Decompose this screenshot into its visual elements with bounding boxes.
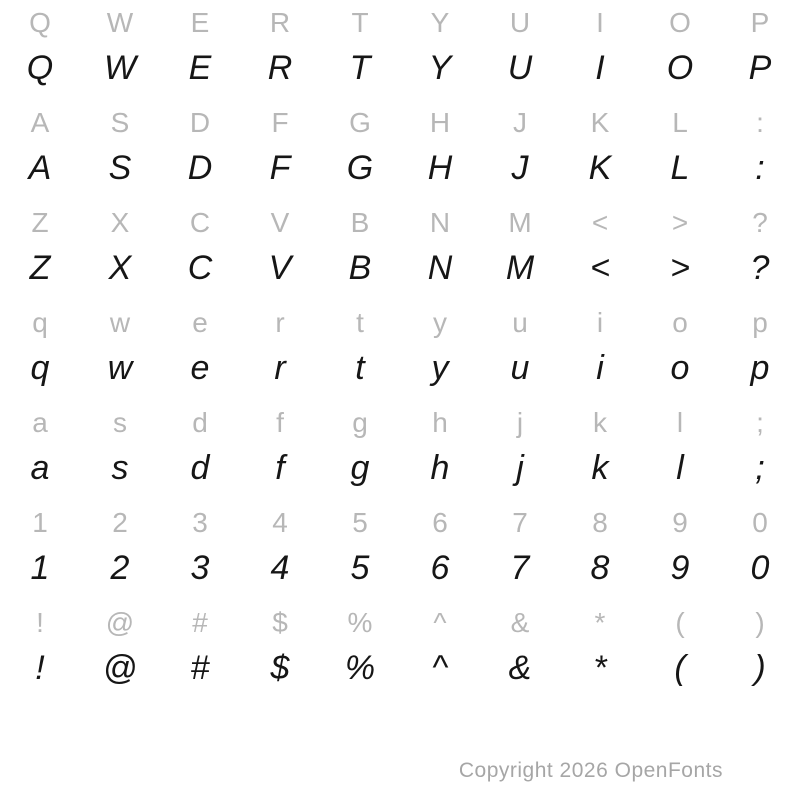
glyph-row-regular <box>0 400 800 445</box>
glyph-row-italic <box>0 341 800 396</box>
glyph-cell: i <box>596 349 604 387</box>
glyph-cell: k <box>593 406 607 438</box>
glyph-cell: < <box>591 206 609 238</box>
glyph-cell: Q <box>26 49 54 87</box>
copyright-notice: Copyright 2026 OpenFonts <box>458 759 723 782</box>
glyph-cell: D <box>187 149 213 187</box>
glyph-cell: u <box>512 306 528 338</box>
glyph-cell: s <box>113 406 127 438</box>
glyph-cell: N <box>429 206 451 238</box>
glyph-cell: W <box>103 49 137 87</box>
glyph-cell: e <box>190 349 210 387</box>
glyph-row-italic <box>0 141 800 196</box>
glyph-cell: p <box>750 349 770 387</box>
glyph-cell: A <box>28 149 52 187</box>
glyph-cell: Y <box>430 6 450 38</box>
glyph-cell: o <box>670 349 690 387</box>
glyph-row-italic <box>0 641 800 696</box>
glyph-cell: N <box>427 249 453 287</box>
glyph-cell: R <box>269 6 291 38</box>
glyph-row-italic <box>0 441 800 496</box>
glyph-cell: k <box>591 449 609 487</box>
glyph-cell: Q <box>29 6 51 38</box>
glyph-cell: 9 <box>670 549 690 587</box>
glyph-cell: U <box>507 49 533 87</box>
glyph-row-italic <box>0 541 800 596</box>
glyph-cell: r <box>275 306 285 338</box>
glyph-row-regular <box>0 200 800 245</box>
glyph-cell: 4 <box>270 549 290 587</box>
glyph-cell: L <box>670 149 690 187</box>
glyph-cell: C <box>189 206 211 238</box>
glyph-cell: X <box>108 249 132 287</box>
glyph-cell: ( <box>675 606 685 638</box>
glyph-cell: % <box>344 649 376 687</box>
glyph-cell: ) <box>754 649 766 687</box>
glyph-cell: B <box>350 206 370 238</box>
glyph-cell: K <box>588 149 612 187</box>
glyph-row-italic <box>0 241 800 296</box>
glyph-cell: t <box>355 349 365 387</box>
glyph-cell: j <box>516 449 524 487</box>
glyph-cell: a <box>30 449 50 487</box>
glyph-cell: 0 <box>750 549 770 587</box>
glyph-cell: 8 <box>592 506 608 538</box>
glyph-cell: I <box>595 49 605 87</box>
glyph-cell: f <box>276 406 284 438</box>
glyph-cell: # <box>192 606 208 638</box>
glyph-row-regular <box>0 100 800 145</box>
glyph-cell: ! <box>35 649 45 687</box>
glyph-cell: C <box>187 249 213 287</box>
glyph-row-italic <box>0 41 800 96</box>
glyph-cell: : <box>756 106 764 138</box>
glyph-cell: B <box>348 249 372 287</box>
glyph-cell: P <box>748 49 772 87</box>
glyph-cell: H <box>429 106 451 138</box>
glyph-cell: 5 <box>350 549 370 587</box>
glyph-cell: J <box>511 149 529 187</box>
glyph-cell: & <box>508 649 532 687</box>
glyph-cell: l <box>676 406 684 438</box>
glyph-cell: V <box>270 206 290 238</box>
glyph-cell: $ <box>270 649 290 687</box>
glyph-cell: g <box>350 449 370 487</box>
glyph-cell: 2 <box>112 506 128 538</box>
glyph-cell: 6 <box>432 506 448 538</box>
glyph-cell: M <box>508 206 532 238</box>
glyph-cell: K <box>590 106 610 138</box>
glyph-cell: # <box>190 649 210 687</box>
glyph-cell: ) <box>755 606 765 638</box>
glyph-cell: ! <box>36 606 44 638</box>
glyph-cell: h <box>430 449 450 487</box>
glyph-row-group <box>0 0 800 100</box>
glyph-cell: D <box>189 106 211 138</box>
glyph-cell: @ <box>102 649 138 687</box>
glyph-cell: p <box>752 306 768 338</box>
glyph-cell: J <box>513 106 527 138</box>
glyph-cell: A <box>30 106 50 138</box>
glyph-cell: T <box>351 6 369 38</box>
glyph-cell: u <box>510 349 530 387</box>
glyph-cell: g <box>352 406 368 438</box>
glyph-cell: s <box>111 449 129 487</box>
glyph-cell: 2 <box>110 549 130 587</box>
glyph-cell: G <box>346 149 374 187</box>
glyph-cell: ^ <box>432 649 448 687</box>
glyph-cell: 3 <box>190 549 210 587</box>
glyph-row-regular <box>0 600 800 645</box>
glyph-cell: & <box>510 606 530 638</box>
glyph-cell: G <box>349 106 371 138</box>
glyph-cell: 9 <box>672 506 688 538</box>
glyph-cell: ; <box>755 449 765 487</box>
glyph-cell: O <box>669 6 691 38</box>
glyph-cell: * <box>593 649 607 687</box>
glyph-row-regular <box>0 300 800 345</box>
glyph-row-regular <box>0 500 800 545</box>
glyph-cell: q <box>30 349 50 387</box>
glyph-cell: L <box>672 106 688 138</box>
glyph-cell: F <box>271 106 289 138</box>
glyph-cell: 8 <box>590 549 610 587</box>
glyph-cell: w <box>109 306 131 338</box>
glyph-row-group <box>0 200 800 300</box>
glyph-cell: d <box>190 449 210 487</box>
glyph-cell: H <box>427 149 453 187</box>
glyph-cell: y <box>431 349 449 387</box>
glyph-cell: ^ <box>433 606 447 638</box>
glyph-cell: t <box>356 306 364 338</box>
glyph-cell: P <box>750 6 770 38</box>
glyph-cell: i <box>596 306 604 338</box>
glyph-cell: V <box>268 249 292 287</box>
glyph-cell: E <box>190 6 210 38</box>
glyph-cell: 1 <box>32 506 48 538</box>
glyph-cell: 6 <box>430 549 450 587</box>
glyph-cell: f <box>275 449 285 487</box>
glyph-cell: 7 <box>512 506 528 538</box>
glyph-cell: Y <box>428 49 452 87</box>
glyph-cell: S <box>110 106 130 138</box>
glyph-cell: j <box>516 406 524 438</box>
glyph-cell: ? <box>752 206 768 238</box>
glyph-cell: a <box>32 406 48 438</box>
glyph-row-group <box>0 600 800 700</box>
glyph-cell: l <box>676 449 684 487</box>
glyph-cell: F <box>269 149 291 187</box>
glyph-cell: W <box>106 6 134 38</box>
glyph-cell: T <box>349 49 371 87</box>
glyph-cell: Z <box>29 249 51 287</box>
glyph-cell: o <box>672 306 688 338</box>
glyph-cell: S <box>108 149 132 187</box>
glyph-cell: 0 <box>752 506 768 538</box>
glyph-cell: $ <box>272 606 288 638</box>
glyph-cell: q <box>32 306 48 338</box>
glyph-cell: 1 <box>30 549 50 587</box>
glyph-cell: ( <box>674 649 686 687</box>
glyph-cell: > <box>671 206 689 238</box>
glyph-cell: 3 <box>192 506 208 538</box>
glyph-cell: % <box>347 606 373 638</box>
glyph-cell: 5 <box>352 506 368 538</box>
glyph-cell: 4 <box>272 506 288 538</box>
glyph-cell: : <box>755 149 765 187</box>
glyph-cell: U <box>509 6 531 38</box>
glyph-cell: > <box>670 249 690 287</box>
glyph-cell: E <box>188 49 212 87</box>
glyph-row-group <box>0 500 800 600</box>
glyph-row-group <box>0 300 800 400</box>
glyph-cell: y <box>433 306 447 338</box>
glyph-cell: w <box>107 349 133 387</box>
glyph-row-group <box>0 400 800 500</box>
glyph-cell: ? <box>750 249 770 287</box>
glyph-cell: X <box>110 206 130 238</box>
glyph-cell: d <box>192 406 208 438</box>
glyph-row-group <box>0 100 800 200</box>
glyph-cell: e <box>192 306 208 338</box>
glyph-cell: 7 <box>510 549 530 587</box>
glyph-row-regular <box>0 0 800 45</box>
glyph-cell: R <box>267 49 293 87</box>
glyph-cell: M <box>505 249 535 287</box>
glyph-cell: @ <box>105 606 135 638</box>
glyph-cell: I <box>596 6 604 38</box>
glyph-cell: ; <box>756 406 764 438</box>
glyph-cell: r <box>274 349 286 387</box>
glyph-cell: h <box>432 406 448 438</box>
glyph-cell: < <box>590 249 610 287</box>
glyph-cell: Z <box>31 206 49 238</box>
glyph-cell: O <box>666 49 694 87</box>
glyph-cell: * <box>594 606 606 638</box>
